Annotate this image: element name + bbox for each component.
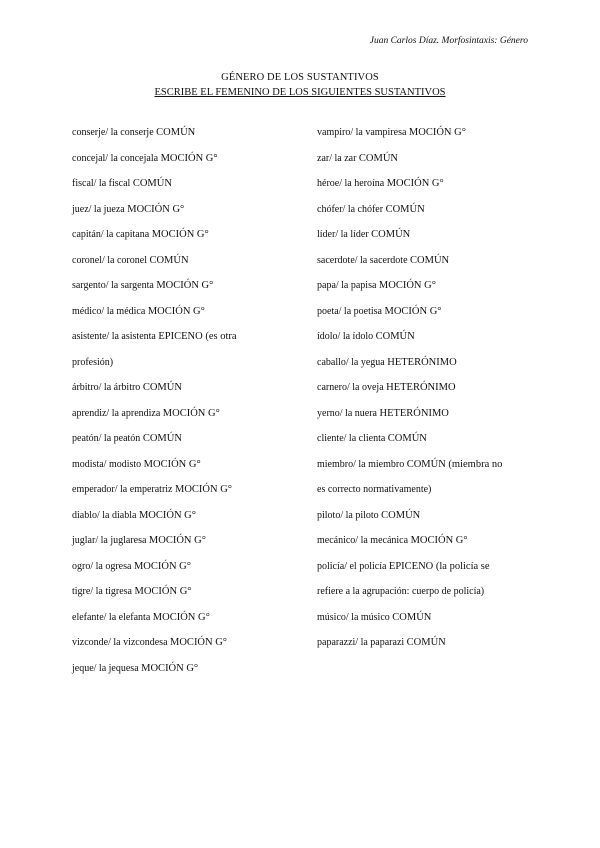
- page-subtitle: ESCRIBE EL FEMENINO DE LOS SIGUIENTES SUSTANTIVOS: [154, 87, 446, 98]
- list-item: médico/ la médica MOCIÓN G°: [72, 305, 205, 317]
- header-note: Juan Carlos Díaz. Morfosintaxis: Género: [369, 36, 528, 46]
- list-item: concejal/ la concejala MOCIÓN G°: [72, 152, 218, 164]
- list-item: piloto/ la piloto COMÚN: [317, 509, 421, 521]
- list-item: sacerdote/ la sacerdote COMÚN: [317, 254, 450, 266]
- list-item: caballo/ la yegua HETERÓNIMO: [317, 356, 457, 368]
- list-item: fiscal/ la fiscal COMÚN: [72, 178, 172, 189]
- list-item: papa/ la papisa MOCIÓN G°: [317, 280, 436, 291]
- list-item: capitán/ la capitana MOCIÓN G°: [72, 229, 209, 240]
- list-item: mecánico/ la mecánica MOCIÓN G°: [317, 535, 468, 546]
- list-item: miembro/ la miembro COMÚN (miembra no: [317, 458, 503, 470]
- list-item: conserje/ la conserje COMÚN: [72, 127, 196, 138]
- list-item: ogro/ la ogresa MOCIÓN G°: [72, 560, 191, 572]
- list-item: profesión): [72, 356, 114, 368]
- list-item: es correcto normativamente): [317, 484, 432, 495]
- right-column: [317, 120, 542, 656]
- list-item: vizconde/ la vizcondesa MOCIÓN G°: [72, 637, 228, 648]
- list-item: ídolo/ la ídolo COMÚN: [317, 331, 415, 342]
- list-item: vampiro/ la vampiresa MOCIÓN G°: [317, 127, 466, 138]
- list-item: juez/ la jueza MOCIÓN G°: [72, 203, 185, 215]
- list-item: refiere a la agrupación: cuerpo de policía): [317, 586, 485, 597]
- list-item: policía/ el policía EPICENO (la policía se: [317, 560, 490, 572]
- list-item: elefante/ la elefanta MOCIÓN G°: [72, 611, 210, 623]
- list-item: asistente/ la asistenta EPICENO (es otra: [72, 331, 237, 342]
- list-item: peatón/ la peatón COMÚN: [72, 433, 182, 444]
- list-item: diablo/ la diabla MOCIÓN G°: [72, 509, 196, 521]
- list-item: chófer/ la chófer COMÚN: [317, 203, 425, 215]
- list-item: emperador/ la emperatriz MOCIÓN G°: [72, 484, 232, 495]
- list-item: yerno/ la nuera HETERÓNIMO: [317, 407, 449, 419]
- list-item: jeque/ la jequesa MOCIÓN G°: [72, 662, 199, 674]
- list-item: líder/ la líder COMÚN: [317, 229, 411, 240]
- list-item: modista/ modisto MOCIÓN G°: [72, 458, 201, 470]
- list-item: héroe/ la heroína MOCIÓN G°: [317, 178, 444, 189]
- list-item: músico/ la músico COMÚN: [317, 611, 432, 623]
- list-item: cliente/ la clienta COMÚN: [317, 433, 427, 444]
- list-item: juglar/ la juglaresa MOCIÓN G°: [72, 535, 206, 546]
- page-title: GÉNERO DE LOS SUSTANTIVOS: [221, 72, 379, 83]
- list-item: carnero/ la oveja HETERÓNIMO: [317, 382, 456, 393]
- list-item: aprendiz/ la aprendiza MOCIÓN G°: [72, 407, 220, 419]
- list-item: zar/ la zar COMÚN: [317, 152, 399, 164]
- list-item: árbitro/ la árbitro COMÚN: [72, 382, 182, 393]
- list-item: sargento/ la sargenta MOCIÓN G°: [72, 280, 214, 291]
- list-item: coronel/ la coronel COMÚN: [72, 254, 189, 266]
- list-item: tigre/ la tigresa MOCIÓN G°: [72, 586, 192, 597]
- left-column: [72, 120, 302, 681]
- list-item: poeta/ la poetisa MOCIÓN G°: [317, 305, 442, 317]
- list-item: paparazzi/ la paparazi COMÚN: [317, 637, 446, 648]
